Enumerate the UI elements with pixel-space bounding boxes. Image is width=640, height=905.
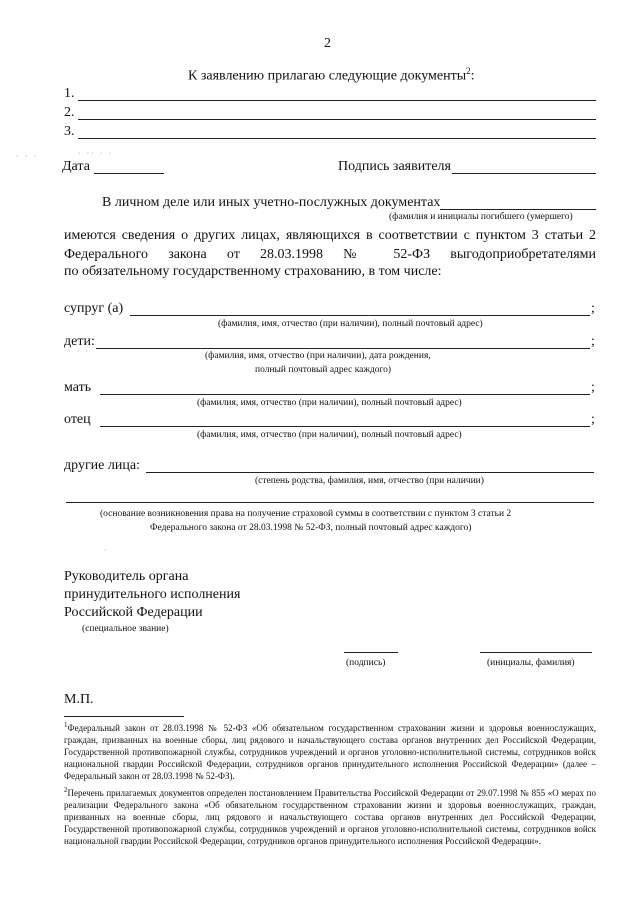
father-caption: (фамилия, имя, отчество (при наличии), полный почтовый адрес) <box>197 430 462 440</box>
children-caption-2: полный почтовый адрес каждого) <box>255 365 392 375</box>
others-field[interactable] <box>146 472 594 473</box>
footnote-2-mark: 2 <box>64 786 68 794</box>
father-label: отец <box>64 412 91 427</box>
head-signature-caption: (подпись) <box>346 658 386 668</box>
scan-speckle: · · · <box>16 152 38 161</box>
applicant-signature-field[interactable] <box>452 173 596 174</box>
head-name-caption: (инициалы, фамилия) <box>487 658 575 668</box>
spouse-field[interactable] <box>130 315 590 316</box>
signature-label: Подпись заявителя <box>338 159 451 174</box>
children-label: дети: <box>64 334 95 349</box>
body-line-3: Федерального закона от 28.03.1998 № 52-ФЗ выгодоприобретателями <box>64 247 596 262</box>
father-semicolon: ; <box>591 412 595 427</box>
heading-colon: : <box>470 68 475 84</box>
head-name-field[interactable] <box>480 652 592 653</box>
scan-speckle: · <box>104 546 109 555</box>
others-caption: (степень родства, фамилия, имя, отчество (при наличии) <box>255 476 484 486</box>
others-field-line-2[interactable] <box>66 502 594 503</box>
date-field[interactable] <box>94 173 164 174</box>
attachment-item-2-label: 2. <box>64 105 75 120</box>
attachment-item-2-line[interactable] <box>78 119 596 120</box>
basis-caption-2: Федерального закона от 28.03.1998 № 52-ФЗ, полный почтовый адрес каждого) <box>150 523 472 533</box>
attachments-heading-text: К заявлению прилагаю следующие документы <box>188 68 467 84</box>
mother-label: мать <box>64 380 92 395</box>
footnote-separator <box>64 716 184 717</box>
page-number: 2 <box>324 36 331 51</box>
body-line-2: имеются сведения о других лицах, являющихся в соответствии с пунктом 3 статьи 2 <box>64 228 596 243</box>
children-caption-1: (фамилия, имя, отчество (при наличии), дата рождения, <box>205 351 431 361</box>
head-title-line-3: Российской Федерации <box>64 605 203 620</box>
deceased-name-field[interactable] <box>440 209 596 210</box>
basis-caption-1: (основание возникновения права на получение страховой суммы в соответствии с пунктом 3 статьи 2 <box>100 509 512 519</box>
attachments-heading <box>188 66 475 85</box>
rank-caption: (специальное звание) <box>82 624 169 634</box>
spouse-caption: (фамилия, имя, отчество (при наличии), полный почтовый адрес) <box>218 319 483 329</box>
attachment-item-3-label: 3. <box>64 124 75 139</box>
attachment-item-1-label: 1. <box>64 86 75 101</box>
date-label: Дата <box>62 159 90 174</box>
attachment-item-3-line[interactable] <box>78 138 596 139</box>
personal-file-text: В личном деле или иных учетно-послужных документах <box>102 195 441 210</box>
head-title-line-2: принудительного исполнения <box>64 587 241 602</box>
scan-speckle: · · · <box>68 347 90 356</box>
others-label: другие лица: <box>64 458 140 473</box>
scan-speckle: · ·· · · <box>78 149 114 158</box>
father-field[interactable] <box>100 426 590 427</box>
footnote-1 <box>64 719 596 782</box>
spouse-label: супруг (а) <box>64 301 124 316</box>
stamp-label: М.П. <box>64 692 94 707</box>
children-field[interactable] <box>96 348 590 349</box>
deceased-name-caption: (фамилия и инициалы погибшего (умершего) <box>389 212 573 222</box>
children-semicolon: ; <box>591 334 595 349</box>
head-title-line-1: Руководитель органа <box>64 569 189 584</box>
footnote-2-text: Перечень прилагаемых документов определен постановлением Правительства Российской Федерации от 29.07.1998 № 855 «О мерах по реализации Федерального закона «Об обязательном государственном страховании жизни и здоровья военнослужащих, граждан, призванных на военные сборы, лиц рядового и начальствующего состава органов внутренних дел Российской Федерации, Государственной противопожарной службы, сотрудников учреждений и органов уголовно-исполнительной системы, сотрудников войск национальной гвардии Российской Федерации, сотрудников органов принудительного исполнения Российской Федерации». <box>64 788 596 846</box>
mother-field[interactable] <box>100 394 590 395</box>
footnote-1-text: Федеральный закон от 28.03.1998 № 52-ФЗ «Об обязательном государственном страховании жизни и здоровья военнослужащих, граждан, призванных на военные сборы, лиц рядового и начальствующего состава органов внутренних дел Российской Федерации, Государственной противопожарной службы, сотрудников учреждений и органов уголовно-исполнительной системы, сотрудников войск национальной гвардии Российской Федерации, сотрудников органов принудительного исполнения Российской Федерации» (далее – Федеральный закон от 28.03.1998 № 52-ФЗ). <box>64 723 596 781</box>
spouse-semicolon: ; <box>591 301 595 316</box>
footnote-ref-2: 2 <box>466 66 471 76</box>
footnotes <box>64 719 596 847</box>
head-signature-field[interactable] <box>344 652 398 653</box>
attachment-item-1-line[interactable] <box>78 100 596 101</box>
footnote-2 <box>64 784 596 847</box>
footnote-1-mark: 1 <box>64 721 68 729</box>
body-line-4: по обязательному государственному страхованию, в том числе: <box>64 264 442 279</box>
mother-semicolon: ; <box>591 380 595 395</box>
mother-caption: (фамилия, имя, отчество (при наличии), полный почтовый адрес) <box>197 398 462 408</box>
